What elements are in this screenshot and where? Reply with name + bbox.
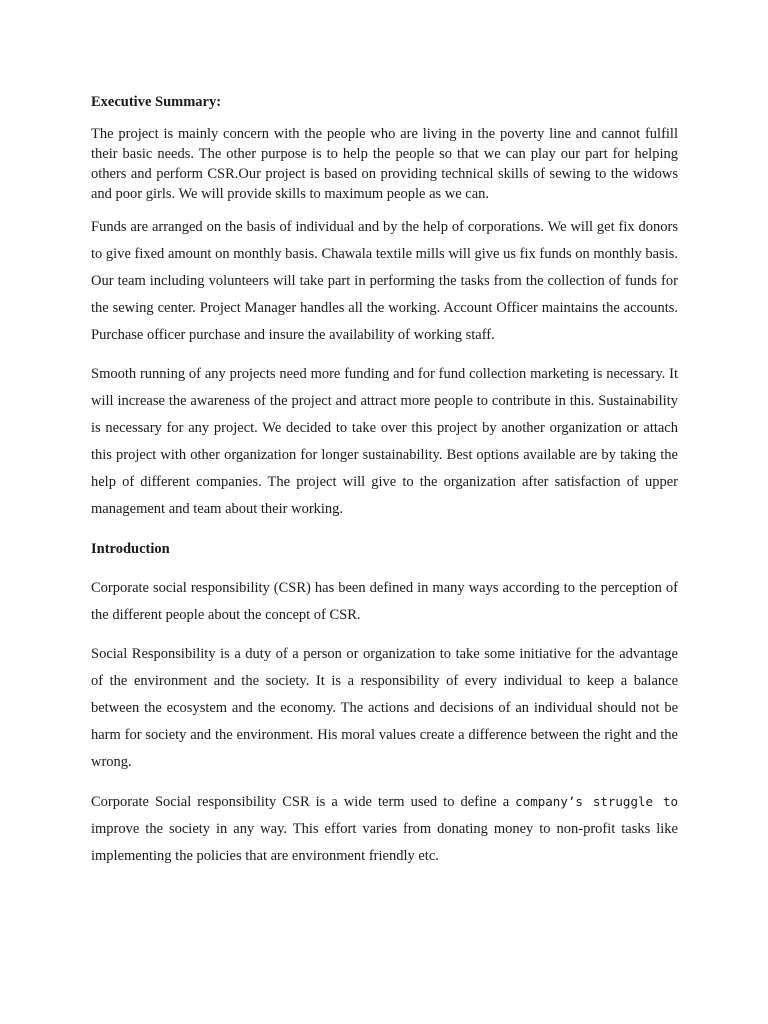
paragraph-text: Corporate Social responsibility CSR is a wide term used to define a [91, 794, 516, 810]
executive-summary-paragraph: Funds are arranged on the basis of individual and by the help of corporations. We will get fix donors to give fixed amount on monthly basis. Chawala textile mills will give us fix funds on monthly basis. Our team including volunteers will take part in performing the tasks from the collection of funds for the sewing center. Project Manager handles all the working. Account Officer maintains the accounts. Purchase officer purchase and insure the availability of working staff. [91, 219, 678, 343]
introduction-paragraph: Corporate social responsibility (CSR) has been defined in many ways according to the perception of the different people about the concept of CSR. [91, 580, 678, 623]
executive-summary-paragraph: The project is mainly concern with the people who are living in the poverty line and cannot fulfill their basic needs. The other purpose is to help the people so that we can play our part for helping others and perform CSR.Our project is based on providing technical skills of sewing to the widows and poor girls. We will provide skills to maximum people as we can. [91, 126, 678, 202]
introduction-paragraph: Social Responsibility is a duty of a person or organization to take some initiative for the advantage of the environment and the society. It is a responsibility of every individual to keep a balance between the ecosystem and the economy. The actions and decisions of an individual should not be harm for society and the environment. His moral values create a difference between the right and the wrong. [91, 646, 678, 770]
executive-summary-paragraph: Smooth running of any projects need more funding and for fund collection marketing is necessary. It will increase the awareness of the project and attract more people to contribute in this. Sustainability is necessary for any project. We decided to take over this project by another organization or attach this project with other organization for longer sustainability. Best options available are by taking the help of different companies. The project will give to the organization after satisfaction of upper management and team about their working. [91, 366, 678, 517]
paragraph-text-monospace: company’s struggle to [515, 794, 678, 809]
paragraph-text: improve the society in any way. This effort varies from donating money to non-profit tasks like implementing the policies that are environment friendly etc. [91, 821, 678, 864]
executive-summary-heading: Executive Summary: [91, 94, 222, 110]
document-body [91, 92, 678, 882]
introduction-heading: Introduction [91, 541, 170, 557]
introduction-paragraph [91, 788, 678, 870]
